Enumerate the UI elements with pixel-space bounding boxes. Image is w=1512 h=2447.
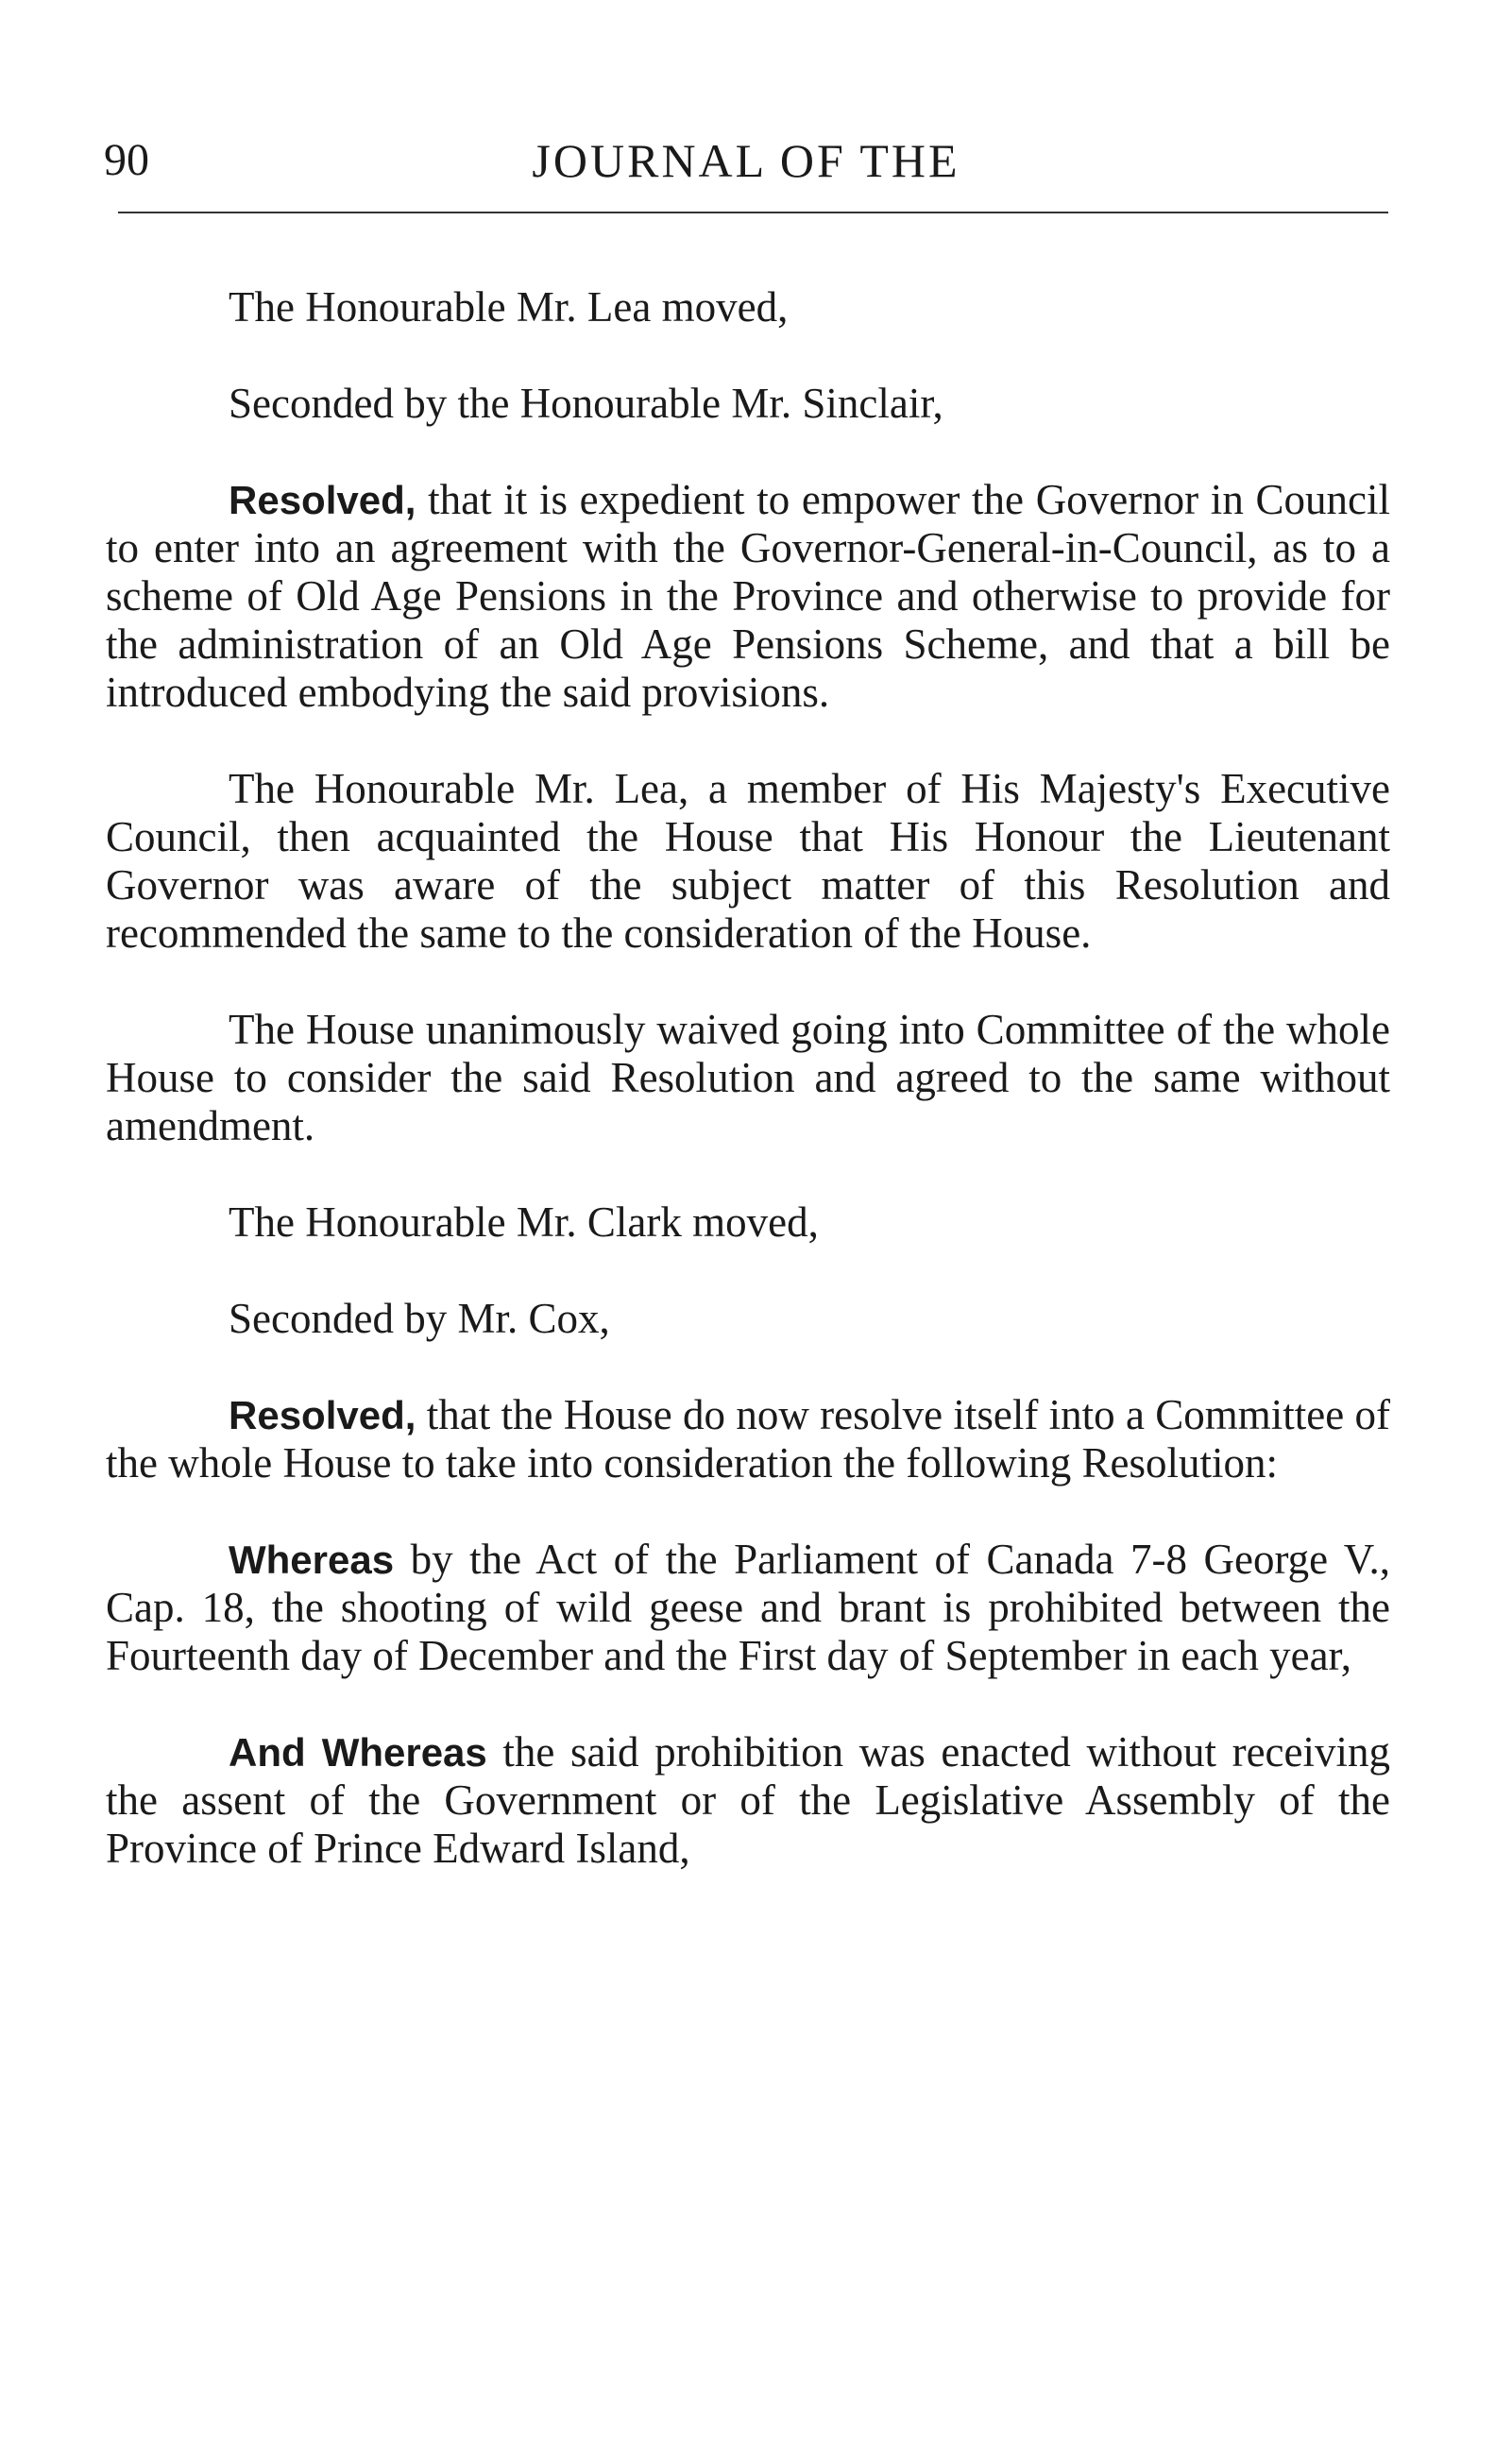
- paragraph-text: The Honourable Mr. Lea moved,: [229, 283, 789, 331]
- paragraph-lead: Resolved,: [229, 478, 416, 522]
- paragraph-and-whereas: [106, 1728, 1390, 1873]
- paragraph-text: the said prohibition was enacted without receiving the assent of the Government or of the Legislative Assembly of the Province of Prince Edward Island,: [106, 1728, 1390, 1872]
- paragraph-seconded-cox: [106, 1295, 1390, 1343]
- paragraph-lieutenant-governor: [106, 765, 1390, 958]
- paragraph-lead: And Whereas: [229, 1730, 487, 1775]
- paragraph-whereas-act: [106, 1536, 1390, 1680]
- paragraph-resolved-pensions: [106, 476, 1390, 717]
- paragraph-text: by the Act of the Parliament of Canada 7-8 George V., Cap. 18, the shooting of wild geese and brant is prohibited between the Fourteenth day of December and the First day of September in each year,: [106, 1536, 1390, 1679]
- paragraph-seconded-sinclair: [106, 380, 1390, 428]
- paragraph-motion-clark: [106, 1198, 1390, 1247]
- paragraph-house-waived: [106, 1006, 1390, 1150]
- paragraph-motion-lea: [106, 283, 1390, 331]
- paragraph-text: The Honourable Mr. Clark moved,: [229, 1198, 819, 1246]
- paragraph-text: that it is expedient to empower the Governor in Council to enter into an agreement with the Governor-General-in-Council, as to a scheme of Old Age Pensions in the Province and otherwise to provide for the administration of an Old Age Pensions Scheme, and that a bill be introduced embodying the said provisions.: [106, 476, 1390, 716]
- header-rule: [118, 212, 1388, 213]
- paragraph-text: that the House do now resolve itself into a Committee of the whole House to take into consideration the following Resolution:: [106, 1391, 1390, 1487]
- paragraph-text: Seconded by the Honourable Mr. Sinclair,: [229, 380, 943, 427]
- paragraph-lead: Resolved,: [229, 1393, 416, 1437]
- paragraph-lead: Whereas: [229, 1538, 395, 1582]
- paragraph-resolved-committee: [106, 1391, 1390, 1487]
- paragraph-text: The Honourable Mr. Lea, a member of His Majesty's Executive Council, then acquainted the House that His Honour the Lieutenant Governor was aware of the subject matter of this Resolution and recommended the same to the consideration of the House.: [106, 765, 1390, 957]
- page-number: 90: [104, 135, 149, 185]
- page-header: [104, 132, 1388, 198]
- paragraph-text: The House unanimously waived going into Committee of the whole House to consider the said Resolution and agreed to the same without amendment.: [106, 1006, 1390, 1149]
- paragraph-text: Seconded by Mr. Cox,: [229, 1295, 610, 1342]
- journal-body: [106, 283, 1390, 1921]
- running-title: JOURNAL OF THE: [532, 134, 960, 187]
